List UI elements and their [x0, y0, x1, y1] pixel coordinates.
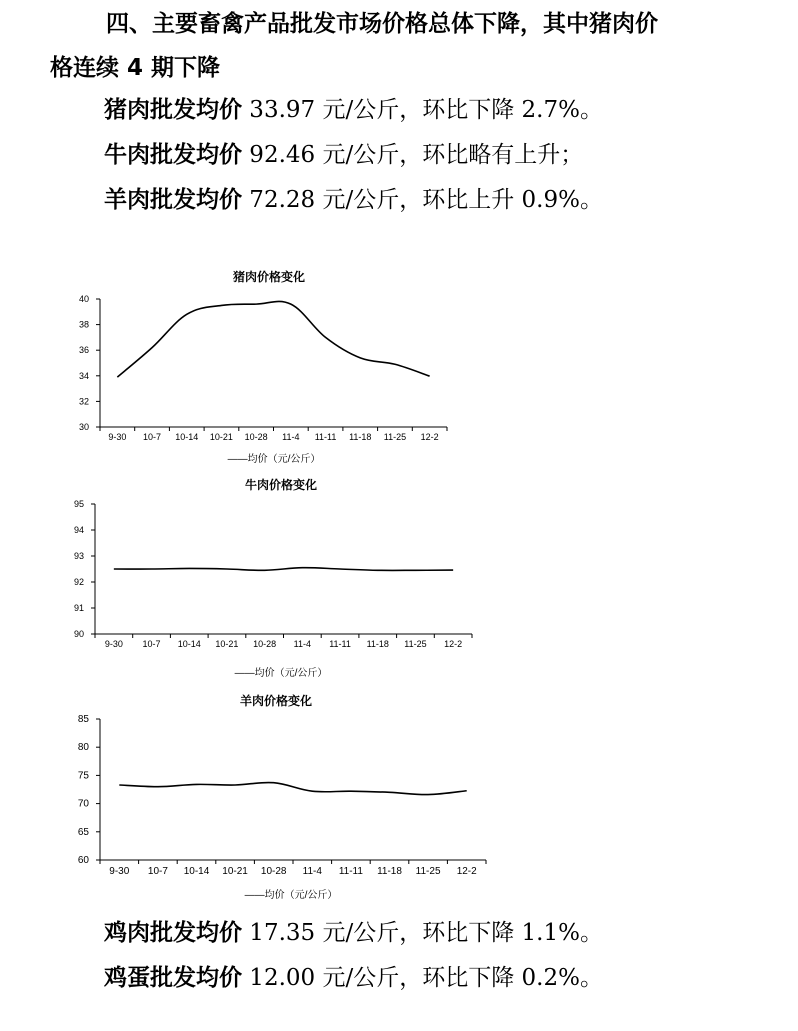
- x-tick-label: 10-21: [215, 639, 239, 649]
- y-tick-label: 40: [78, 294, 89, 304]
- y-tick-label: 38: [78, 319, 89, 330]
- pork-text: 33.97 元/公斤，环比下降 2.7%。: [242, 97, 603, 123]
- x-tick-label: 11-25: [415, 866, 441, 877]
- mutton-text: 72.28 元/公斤，环比上升 0.9%。: [242, 187, 603, 213]
- y-tick-label: 34: [78, 370, 89, 381]
- y-tick-label: 65: [77, 826, 89, 838]
- x-tick-label: 10-28: [244, 432, 268, 442]
- x-tick-label: 9-30: [109, 866, 130, 877]
- x-tick-label: 10-7: [143, 432, 162, 442]
- x-tick-label: 11-11: [329, 639, 351, 649]
- x-tick-label: 10-28: [253, 639, 277, 649]
- mutton-price-chart: [0, 684, 798, 906]
- y-tick-label: 94: [73, 525, 84, 535]
- beef-term: 牛肉批发均价: [104, 141, 242, 168]
- x-tick-label: 11-11: [314, 432, 337, 442]
- series-line: [114, 568, 453, 571]
- x-tick-label: 10-7: [142, 639, 161, 649]
- x-tick-label: 9-30: [108, 432, 127, 442]
- pork-term: 猪肉批发均价: [104, 96, 242, 123]
- y-tick-label: 92: [73, 577, 84, 587]
- x-tick-label: 10-7: [147, 866, 168, 877]
- y-tick-label: 95: [73, 499, 84, 509]
- y-tick-label: 70: [77, 798, 89, 810]
- chicken-price-paragraph: [104, 918, 603, 948]
- beef-price-paragraph: [104, 140, 583, 170]
- egg-price-paragraph: [104, 963, 603, 993]
- beef-text: 92.46 元/公斤，环比略有上升；: [242, 142, 584, 168]
- chart-legend: ——均价（元/公斤）: [244, 890, 338, 901]
- x-tick-label: 11-25: [404, 639, 427, 649]
- chart-legend: ——均价（元/公斤）: [234, 668, 328, 679]
- y-tick-label: 93: [73, 551, 84, 561]
- y-tick-label: 32: [78, 396, 89, 407]
- x-tick-label: 11-18: [366, 639, 389, 649]
- x-tick-label: 11-18: [349, 432, 372, 442]
- heading-line-1: 四、主要畜禽产品批发市场价格总体下降，其中猪肉价: [106, 11, 658, 37]
- y-tick-label: 90: [73, 629, 84, 639]
- x-tick-label: 10-14: [177, 639, 201, 649]
- x-tick-label: 11-18: [377, 866, 402, 877]
- y-tick-label: 30: [78, 422, 89, 432]
- mutton-term: 羊肉批发均价: [104, 186, 242, 213]
- chart-title: 羊肉价格变化: [239, 694, 313, 708]
- x-tick-label: 11-4: [302, 866, 322, 877]
- x-tick-label: 12-2: [456, 866, 477, 877]
- heading-line-2: 格连续 4 期下降: [50, 55, 221, 81]
- x-tick-label: 11-25: [383, 432, 407, 442]
- x-tick-label: 10-14: [183, 866, 210, 877]
- x-tick-label: 12-2: [420, 432, 439, 442]
- x-tick-label: 11-4: [282, 432, 300, 442]
- chicken-text: 17.35 元/公斤，环比下降 1.1%。: [242, 920, 603, 946]
- chicken-term: 鸡肉批发均价: [104, 919, 242, 946]
- x-tick-label: 10-28: [260, 866, 287, 877]
- chart-title: 牛肉价格变化: [244, 478, 318, 492]
- y-tick-label: 75: [77, 770, 89, 782]
- section-heading: [50, 2, 770, 90]
- y-tick-label: 36: [78, 345, 89, 356]
- pork-price-chart: [0, 262, 798, 470]
- x-tick-label: 11-4: [293, 639, 312, 649]
- x-tick-label: 11-11: [338, 866, 363, 877]
- mutton-price-paragraph: [104, 185, 603, 215]
- egg-term: 鸡蛋批发均价: [104, 964, 242, 991]
- x-tick-label: 9-30: [104, 639, 123, 649]
- y-tick-label: 80: [77, 742, 89, 754]
- series-line: [117, 301, 429, 377]
- beef-price-chart: [0, 470, 798, 682]
- pork-price-paragraph: [104, 95, 603, 125]
- x-tick-label: 12-2: [444, 639, 463, 649]
- series-line: [119, 782, 466, 794]
- x-tick-label: 10-21: [209, 432, 233, 442]
- y-tick-label: 91: [73, 603, 84, 613]
- y-tick-label: 60: [77, 855, 89, 866]
- x-tick-label: 10-14: [175, 432, 199, 442]
- chart-legend: ——均价（元/公斤）: [227, 454, 321, 465]
- egg-text: 12.00 元/公斤，环比下降 0.2%。: [242, 965, 603, 991]
- chart-title: 猪肉价格变化: [232, 270, 306, 284]
- y-tick-label: 85: [77, 714, 89, 725]
- x-tick-label: 10-21: [222, 866, 248, 877]
